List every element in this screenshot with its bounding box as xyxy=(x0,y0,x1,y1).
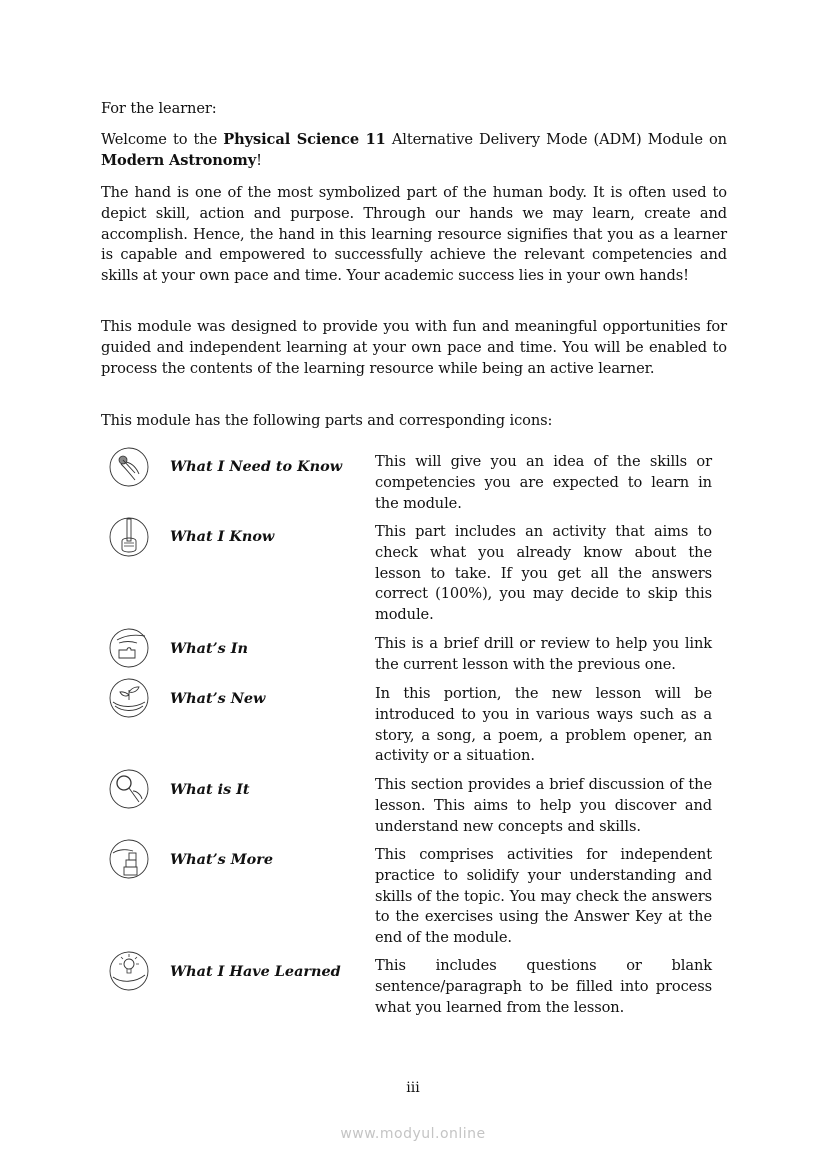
hand-symbol-paragraph: The hand is one of the most symbolized part of the human body. It is often used to depict skill, action and purpose. Through our hands we may learn, create and accomplish. Hence, the hand in this learning resource signifies that you as a learner is capable and empowered to successfully achieve the relevant competencies and skills at your own pace and time. Your academic success lies in your own hands! xyxy=(101,184,727,285)
part-description: This part includes an activity that aims to check what you already know about the lesson to take. If you get all the answers correct (100%), you may decide to skip this module. xyxy=(375,523,712,624)
part-description: This comprises activities for independent practice to solidify your understanding and skills of the topic. You may check the answers to the exercises using the Answer Key at the end of the module. xyxy=(375,846,712,947)
welcome-middle: Alternative Delivery Mode (ADM) Module on xyxy=(385,131,727,148)
part-label: What’s More xyxy=(170,851,273,868)
part-label: What is It xyxy=(170,781,250,798)
pointing-hand-icon xyxy=(109,447,149,487)
part-label: What I Know xyxy=(170,528,275,545)
greeting: For the learner: xyxy=(101,100,217,117)
module-topic: Modern Astronomy xyxy=(101,151,257,169)
welcome-suffix: ! xyxy=(256,151,262,169)
magnifying-glass-hand-icon xyxy=(109,769,149,809)
hand-sprout-icon xyxy=(109,678,149,718)
part-description: This includes questions or blank sentence/paragraph to be filled into process what you learned from the lesson. xyxy=(375,957,712,1016)
parts-intro: This module has the following parts and corresponding icons: xyxy=(101,412,553,429)
part-label: What’s New xyxy=(170,690,266,707)
part-label: What I Have Learned xyxy=(170,963,341,980)
part-description: In this portion, the new lesson will be introduced to you in various ways such as a story, a song, a poem, a problem opener, an activity or a situation. xyxy=(375,685,712,765)
part-label: What I Need to Know xyxy=(170,458,343,475)
part-description: This is a brief drill or review to help you link the current lesson with the previous one. xyxy=(375,635,712,673)
hand-puzzle-piece-icon xyxy=(109,628,149,668)
part-label: What’s In xyxy=(170,640,248,657)
part-description: This will give you an idea of the skills or competencies you are expected to learn in the module. xyxy=(375,453,712,512)
module-design-paragraph: This module was designed to provide you with fun and meaningful opportunities for guided and independent learning at your own pace and time. You will be enabled to process the contents of the learning resource while being an active learner. xyxy=(101,318,727,377)
subject-title: Physical Science 11 xyxy=(223,131,386,148)
watermark: www.modyul.online xyxy=(340,1126,486,1142)
hand-lightbulb-icon xyxy=(109,951,149,991)
welcome-paragraph xyxy=(101,130,727,172)
hand-stacking-blocks-icon xyxy=(109,839,149,879)
welcome-prefix: Welcome to the xyxy=(101,131,224,148)
page-number: iii xyxy=(406,1080,420,1096)
hand-holding-pencil-icon xyxy=(109,517,149,557)
part-description: This section provides a brief discussion of the lesson. This aims to help you discover and understand new concepts and skills. xyxy=(375,776,712,835)
